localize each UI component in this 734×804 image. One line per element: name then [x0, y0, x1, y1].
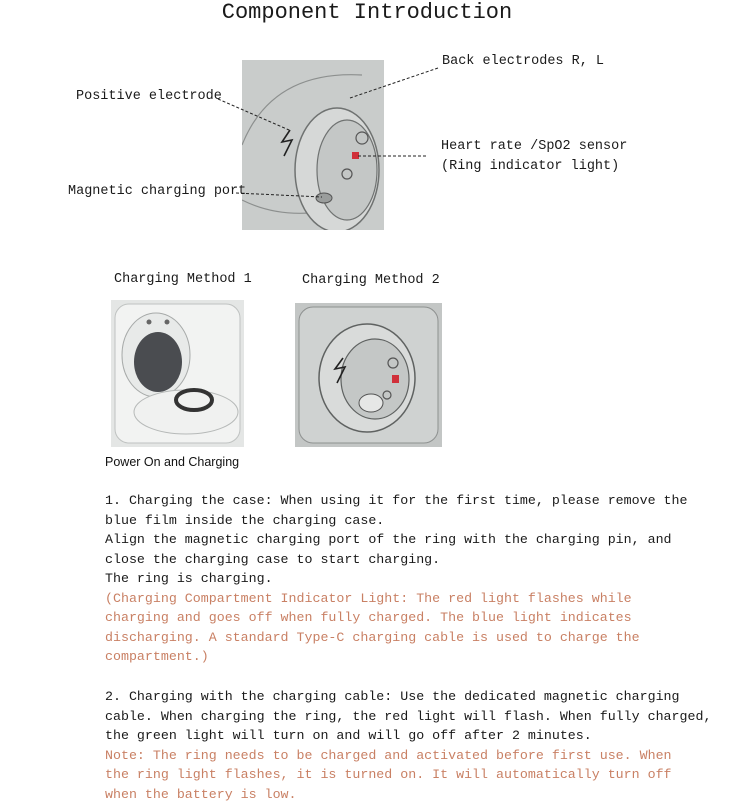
magnetic-port-label: Magnetic charging port: [68, 183, 246, 201]
note-line: the ring light flashes, it is turned on. It will automatically turn off: [105, 765, 627, 785]
note-line: Note: The ring needs to be charged and activated before first use. When: [105, 746, 627, 766]
ring-indicator-label: (Ring indicator light): [441, 158, 619, 176]
back-electrodes-label: Back electrodes R, L: [442, 53, 604, 71]
paragraph-line: cable. When charging the ring, the red light will flash. When fully charged,: [105, 707, 627, 727]
note-line: discharging. A standard Type-C charging cable is used to charge the: [105, 628, 627, 648]
charging-method-2-photo: [295, 303, 442, 447]
heart-rate-sensor-label: Heart rate /SpO2 sensor: [441, 138, 627, 156]
note-line: compartment.): [105, 647, 627, 667]
paragraph-line: close the charging case to start charging.: [105, 550, 627, 570]
note-line: (Charging Compartment Indicator Light: The red light flashes while: [105, 589, 627, 609]
paragraph-charging-case: [105, 491, 627, 667]
leader-lines: [0, 0, 734, 240]
charging-method-2-label: Charging Method 2: [302, 272, 440, 290]
paragraph-line: The ring is charging.: [105, 569, 627, 589]
section-heading: Power On and Charging: [105, 455, 239, 469]
page-title: Component Introduction: [0, 0, 734, 26]
paragraph-line: 2. Charging with the charging cable: Use the dedicated magnetic charging: [105, 687, 627, 707]
note-line: when the battery is low.: [105, 785, 627, 804]
charging-method-1-photo: [111, 300, 244, 447]
paragraph-line: the green light will turn on and will go off after 2 minutes.: [105, 726, 627, 746]
paragraph-line: 1. Charging the case: When using it for the first time, please remove the: [105, 491, 627, 511]
charging-method-1-label: Charging Method 1: [114, 271, 252, 289]
paragraph-charging-cable: [105, 687, 627, 804]
paragraph-line: blue film inside the charging case.: [105, 511, 627, 531]
note-line: charging and goes off when fully charged. The blue light indicates: [105, 608, 627, 628]
paragraph-line: Align the magnetic charging port of the ring with the charging pin, and: [105, 530, 627, 550]
positive-electrode-label: Positive electrode: [76, 88, 222, 106]
